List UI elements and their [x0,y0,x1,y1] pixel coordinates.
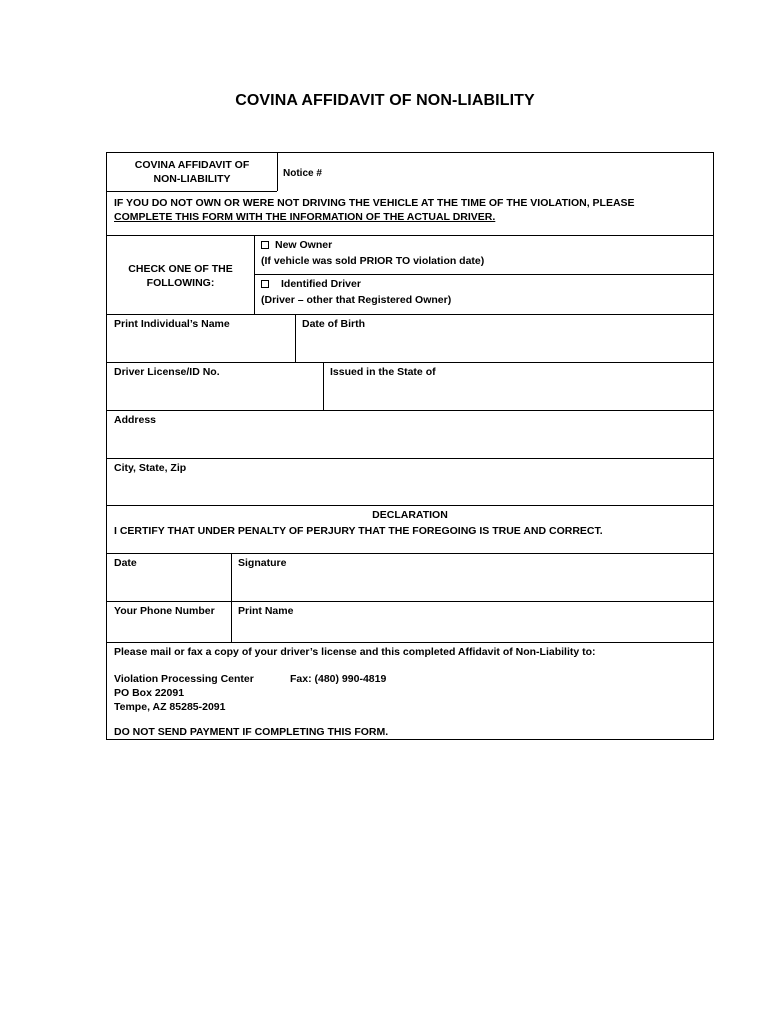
address-label: Address [114,414,157,426]
new-owner-label: New Owner [275,239,333,251]
identified-driver-note: (Driver – other that Registered Owner) [261,294,452,306]
name-label: Print Individual’s Name [114,318,230,330]
print-name-label: Print Name [238,605,294,617]
date-field[interactable] [107,572,231,600]
check-label-line1: CHECK ONE OF THE [128,263,233,275]
dob-field[interactable] [297,333,713,361]
form-name [107,158,277,186]
signature-label: Signature [238,557,287,569]
license-label: Driver License/ID No. [114,366,220,378]
instruction-line2: COMPLETE THIS FORM WITH THE INFORMATION OF THE ACTUAL DRIVER. [114,211,496,223]
fax-number: Fax: (480) 990-4819 [290,673,387,685]
dob-label: Date of Birth [302,318,365,330]
city-label: City, State, Zip [114,462,187,474]
form-name-line2: NON-LIABILITY [153,173,231,185]
print-name-field[interactable] [233,620,713,641]
payment-warning: DO NOT SEND PAYMENT IF COMPLETING THIS FORM. [114,726,389,738]
identified-driver-label: Identified Driver [281,278,361,290]
issued-state-field[interactable] [325,381,713,409]
po-box: PO Box 22091 [114,687,185,699]
notice-number-field[interactable] [347,155,707,189]
issued-state-label: Issued in the State of [330,366,436,378]
license-field[interactable] [107,381,323,409]
identified-driver-checkbox[interactable] [261,280,269,288]
check-label [107,262,254,290]
date-label: Date [114,557,137,569]
name-field[interactable] [107,333,295,361]
new-owner-checkbox[interactable] [261,241,269,249]
page-title: COVINA AFFIDAVIT OF NON-LIABILITY [235,92,535,109]
declaration-text: I CERTIFY THAT UNDER PENALTY OF PERJURY THAT THE FOREGOING IS TRUE AND CORRECT. [114,525,603,537]
mailing-intro: Please mail or fax a copy of your driver’s license and this completed Affidavit of Non-Liability to: [114,646,596,658]
processing-center: Violation Processing Center [114,673,254,685]
form-name-line1: COVINA AFFIDAVIT OF [134,159,250,171]
declaration-heading: DECLARATION [372,509,448,521]
check-label-line2: FOLLOWING: [146,277,215,289]
affidavit-form [106,152,714,740]
phone-field[interactable] [107,620,231,641]
option-identified-driver[interactable] [261,277,361,291]
signature-field[interactable] [233,572,713,600]
address-field[interactable] [107,429,713,457]
instruction-line1: IF YOU DO NOT OWN OR WERE NOT DRIVING THE VEHICLE AT THE TIME OF THE VIOLATION, PLEASE [114,197,635,209]
option-new-owner[interactable] [261,238,332,252]
new-owner-note: (If vehicle was sold PRIOR TO violation date) [261,255,485,267]
mailing-city: Tempe, AZ 85285-2091 [114,701,226,713]
city-field[interactable] [107,477,713,505]
phone-label: Your Phone Number [114,605,215,617]
notice-label: Notice # [283,168,322,179]
